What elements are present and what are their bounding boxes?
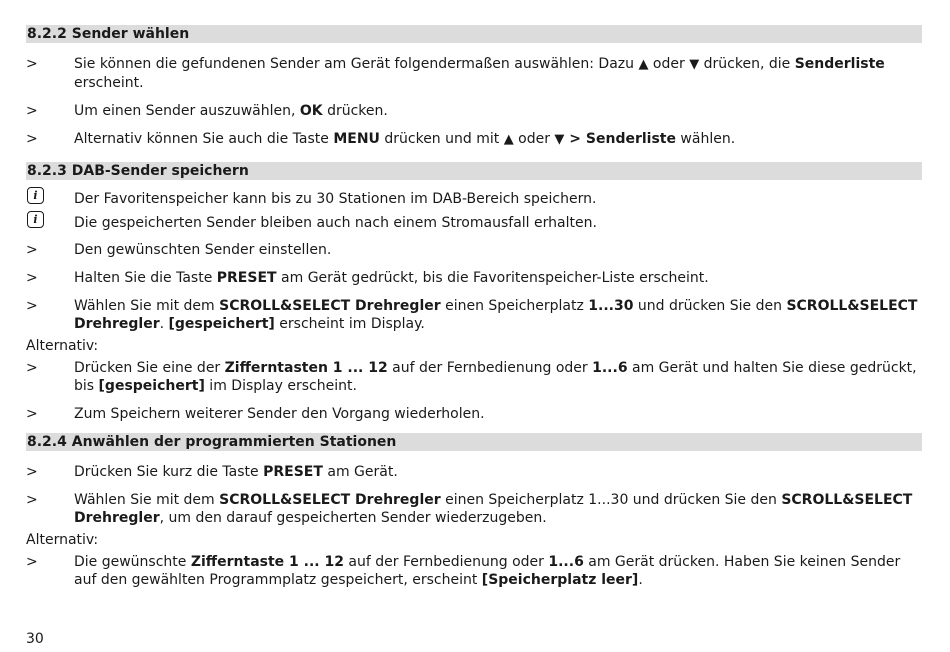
item-text: Der Favoritenspeicher kann bis zu 30 Stationen im DAB-Bereich speichern.	[74, 191, 597, 207]
list-item	[26, 269, 922, 287]
alternative-label: Alternativ:	[26, 532, 99, 548]
item-text: Alternativ können Sie auch die Taste MENU drücken und mit ▲ oder ▼ > Senderliste wählen.	[74, 131, 736, 147]
bullet-marker: >	[26, 406, 38, 422]
info-item	[26, 210, 922, 232]
bullet-marker: >	[26, 554, 38, 570]
list-item	[26, 241, 922, 259]
bullet-marker: >	[26, 360, 38, 376]
item-text: Wählen Sie mit dem SCROLL&SELECT Drehregler einen Speicherplatz 1...30 und drücken Sie den SCROLL&SELECT Drehregler, um den darauf gespeicherten Sender wiederzugeben.	[74, 492, 913, 526]
item-text: Drücken Sie kurz die Taste PRESET am Gerät.	[74, 464, 398, 480]
list-item	[26, 553, 922, 589]
info-icon: i	[27, 211, 44, 228]
bullet-marker: >	[26, 464, 38, 480]
item-text: Halten Sie die Taste PRESET am Gerät gedrückt, bis die Favoritenspeicher-Liste erscheint.	[74, 270, 709, 286]
item-text: Die gespeicherten Sender bleiben auch nach einem Stromausfall erhalten.	[74, 215, 597, 231]
list-item	[26, 297, 922, 333]
item-text: Um einen Sender auszuwählen, OK drücken.	[74, 103, 388, 119]
list-item	[26, 130, 922, 149]
item-text: Die gewünschte Zifferntaste 1 ... 12 auf der Fernbedienung oder 1...6 am Gerät drücken. Haben Sie keinen Sender auf den gewählten Programmplatz gespeichert, erscheint [Speicherplatz leer].	[74, 554, 901, 588]
list-item	[26, 491, 922, 527]
bullet-marker: >	[26, 270, 38, 286]
item-text: Zum Speichern weiterer Sender den Vorgang wiederholen.	[74, 406, 485, 422]
arrow-up-icon: ▲	[638, 57, 649, 72]
bullet-marker: >	[26, 298, 38, 314]
section-heading: 8.2.3 DAB-Sender speichern	[26, 162, 922, 180]
item-text: Wählen Sie mit dem SCROLL&SELECT Drehregler einen Speicherplatz 1...30 und drücken Sie den SCROLL&SELECT Drehregler. [gespeichert] erscheint im Display.	[74, 298, 918, 332]
manual-page	[26, 25, 922, 589]
arrow-down-icon: ▼	[689, 57, 700, 72]
alternative-label: Alternativ:	[26, 338, 99, 354]
list-item	[26, 463, 922, 481]
list-item	[26, 405, 922, 423]
list-item	[26, 55, 922, 92]
section-heading: 8.2.2 Sender wählen	[26, 25, 922, 43]
info-item	[26, 186, 922, 208]
arrow-up-icon: ▲	[503, 132, 514, 147]
bullet-marker: >	[26, 131, 38, 147]
page-number: 30	[26, 631, 44, 647]
item-text: Drücken Sie eine der Zifferntasten 1 ... 12 auf der Fernbedienung oder 1...6 am Gerät und halten Sie diese gedrückt, bis [gespeichert] im Display erscheint.	[74, 360, 917, 394]
bullet-marker: >	[26, 492, 38, 508]
list-item	[26, 359, 922, 395]
section-heading: 8.2.4 Anwählen der programmierten Stationen	[26, 433, 922, 451]
item-text: Sie können die gefundenen Sender am Gerät folgendermaßen auswählen: Dazu ▲ oder ▼ drücken, die Senderliste erscheint.	[74, 56, 885, 91]
bullet-marker: >	[26, 56, 38, 72]
arrow-down-icon: ▼	[554, 132, 565, 147]
list-item	[26, 102, 922, 120]
bullet-marker: >	[26, 103, 38, 119]
bullet-marker: >	[26, 242, 38, 258]
info-icon: i	[27, 187, 44, 204]
item-text: Den gewünschten Sender einstellen.	[74, 242, 332, 258]
